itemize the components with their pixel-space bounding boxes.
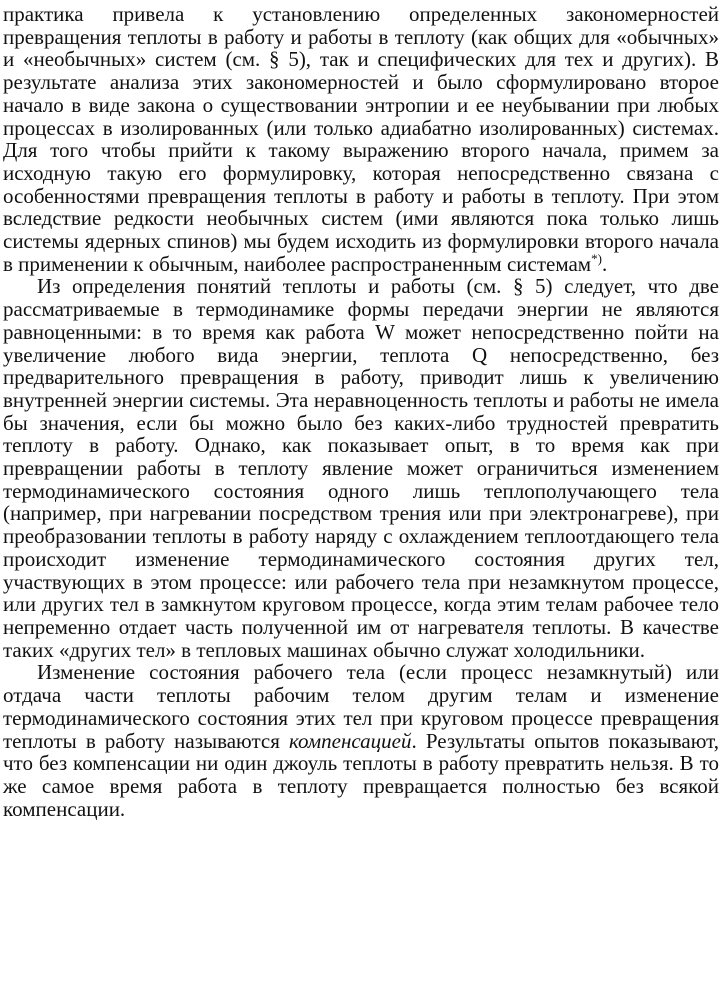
paragraph-3-text-before: Изменение состояния рабочего тела (если процесс незамкнутый) или отдача части теплоты рабочим телом другим телам и изменение термодинамического состояния этих тел при круговом процессе превращения теплоты в работу называются xyxy=(3,660,719,753)
paragraph-2 xyxy=(3,275,719,661)
paragraph-1 xyxy=(3,3,719,275)
paragraph-1-text: практика привела к установлению определенных закономерностей превращения теплоты в работу и работы в теплоту (как общих для «обычных» и «необычных» систем (см. § 5), так и специфических для тех и других). В результате анализа этих закономерностей и было сформулировано второе начало в виде закона о существовании энтропии и ее неубывании при любых процессах в изолированных (или только адиабатно изолированных) системах. Для того чтобы прийти к такому выражению второго начала, примем за исходную такую его формулировку, которая непосредственно связана с особенностями превращения теплоты в работу и работы в теплоту. При этом вследствие редкости необычных систем (ими являются пока только лишь системы ядерных спинов) мы будем исходить из формулировки второго начала в применении к обычным, наиболее распространенным системам xyxy=(3,2,719,276)
footnote-mark[interactable]: *) xyxy=(591,250,602,266)
emphasis-term: компенсацией xyxy=(289,728,412,753)
paragraph-2-text: Из определения понятий теплоты и работы (см. § 5) следует, что две рассматриваемые в термодинамике формы передачи энергии не являются равноценными: в то время как работа W может непосредственно пойти на увеличение любого вида энергии, теплота Q непосредственно, без предварительного превращения в работу, приводит лишь к увеличению внутренней энергии системы. Эта неравноценность теплоты и работы не имела бы значения, если бы можно было без каких-либо трудностей превратить теплоту в работу. Однако, как показывает опыт, в то время как при превращении работы в теплоту явление может ограничиться изменением термодинамического состояния одного лишь теплополучающего тела (например, при нагревании посредством трения или при электронагреве), при преобразовании теплоты в работу наряду с охлаждением теплоотдающего тела происходит изменение термодинамического состояния других тел, участвующих в этом процессе: или рабочего тела при незамкнутом процессе, или других тел в замкнутом круговом процессе, когда этим телам рабочее тело непременно отдает часть полученной им от нагревателя теплоты. В качестве таких «других тел» в тепловых машинах обычно служат холодильники. xyxy=(3,274,719,662)
paragraph-1-tail: . xyxy=(601,251,608,276)
paragraph-3 xyxy=(3,661,719,820)
paragraph-3-text-after: . Результаты опытов показывают, что без компенсации ни один джоуль теплоты в работу превратить нельзя. В то же самое время работа в теплоту превращается полностью без всякой компенсации. xyxy=(3,728,719,821)
